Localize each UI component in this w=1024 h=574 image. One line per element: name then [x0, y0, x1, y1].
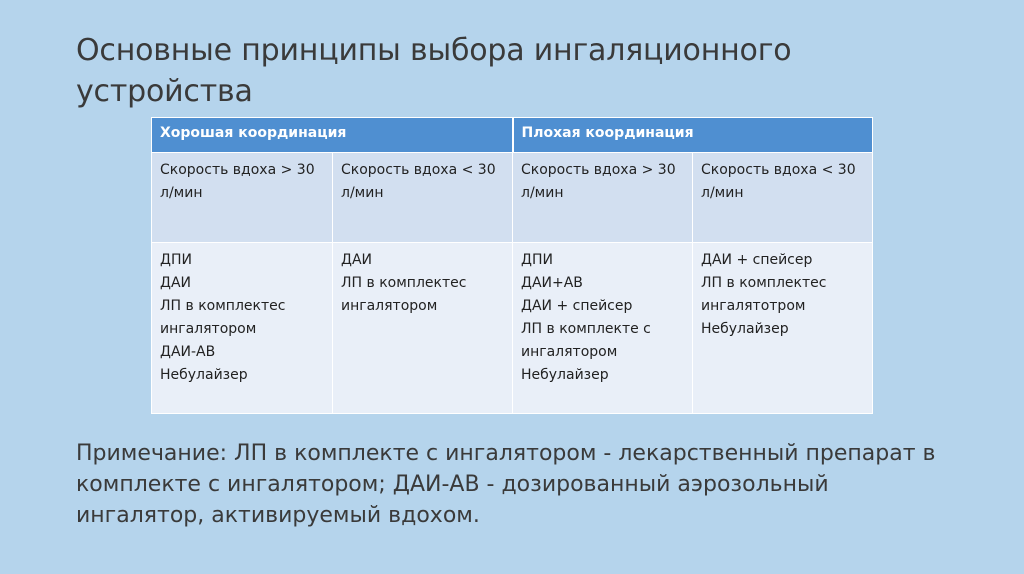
device-item: ингалятотром	[701, 298, 806, 314]
header-poor-coordination: Плохая координация	[513, 118, 873, 153]
device-item: ДАИ+АВ	[521, 275, 583, 291]
device-item: ДПИ	[160, 252, 192, 268]
device-item: ЛП в комплектес	[341, 275, 467, 291]
device-item: ЛП в комплектес	[701, 275, 827, 291]
device-item: ДАИ-АВ	[160, 344, 216, 360]
slide-title: Основные принципы выбора ингаляционного устройства	[76, 33, 792, 109]
devices-cell	[693, 243, 873, 414]
subheader-cell: Скорость вдоха < 30 л/мин	[693, 153, 873, 243]
device-item: ДАИ	[341, 252, 372, 268]
device-item: Небулайзер	[160, 367, 248, 383]
subheader-cell: Скорость вдоха < 30 л/мин	[333, 153, 513, 243]
table-row	[152, 243, 873, 414]
device-item: ингалятором	[160, 321, 257, 337]
table-subheader-row	[152, 153, 873, 243]
header-good-coordination: Хорошая координация	[152, 118, 513, 153]
device-item: ДПИ	[521, 252, 553, 268]
device-item: ингалятором	[521, 344, 618, 360]
device-item: Небулайзер	[521, 367, 609, 383]
device-item: ЛП в комплекте с	[521, 321, 651, 337]
device-selection-table	[151, 117, 873, 414]
device-item: ДАИ	[160, 275, 191, 291]
device-item: ЛП в комплектес	[160, 298, 286, 314]
devices-cell	[152, 243, 333, 414]
footnote: Примечание: ЛП в комплекте с ингалятором - лекарственный препарат в комплекте с ингалятором; ДАИ-АВ - дозированный аэрозольный ингалятор, активируемый вдохом.	[76, 441, 936, 528]
devices-cell	[513, 243, 693, 414]
device-item: ингалятором	[341, 298, 438, 314]
device-item: Небулайзер	[701, 321, 789, 337]
subheader-cell: Скорость вдоха > 30 л/мин	[152, 153, 333, 243]
device-item: ДАИ + спейсер	[521, 298, 633, 314]
device-item: ДАИ + спейсер	[701, 252, 813, 268]
subheader-cell: Скорость вдоха > 30 л/мин	[513, 153, 693, 243]
table-header-row	[152, 118, 873, 153]
devices-cell	[333, 243, 513, 414]
